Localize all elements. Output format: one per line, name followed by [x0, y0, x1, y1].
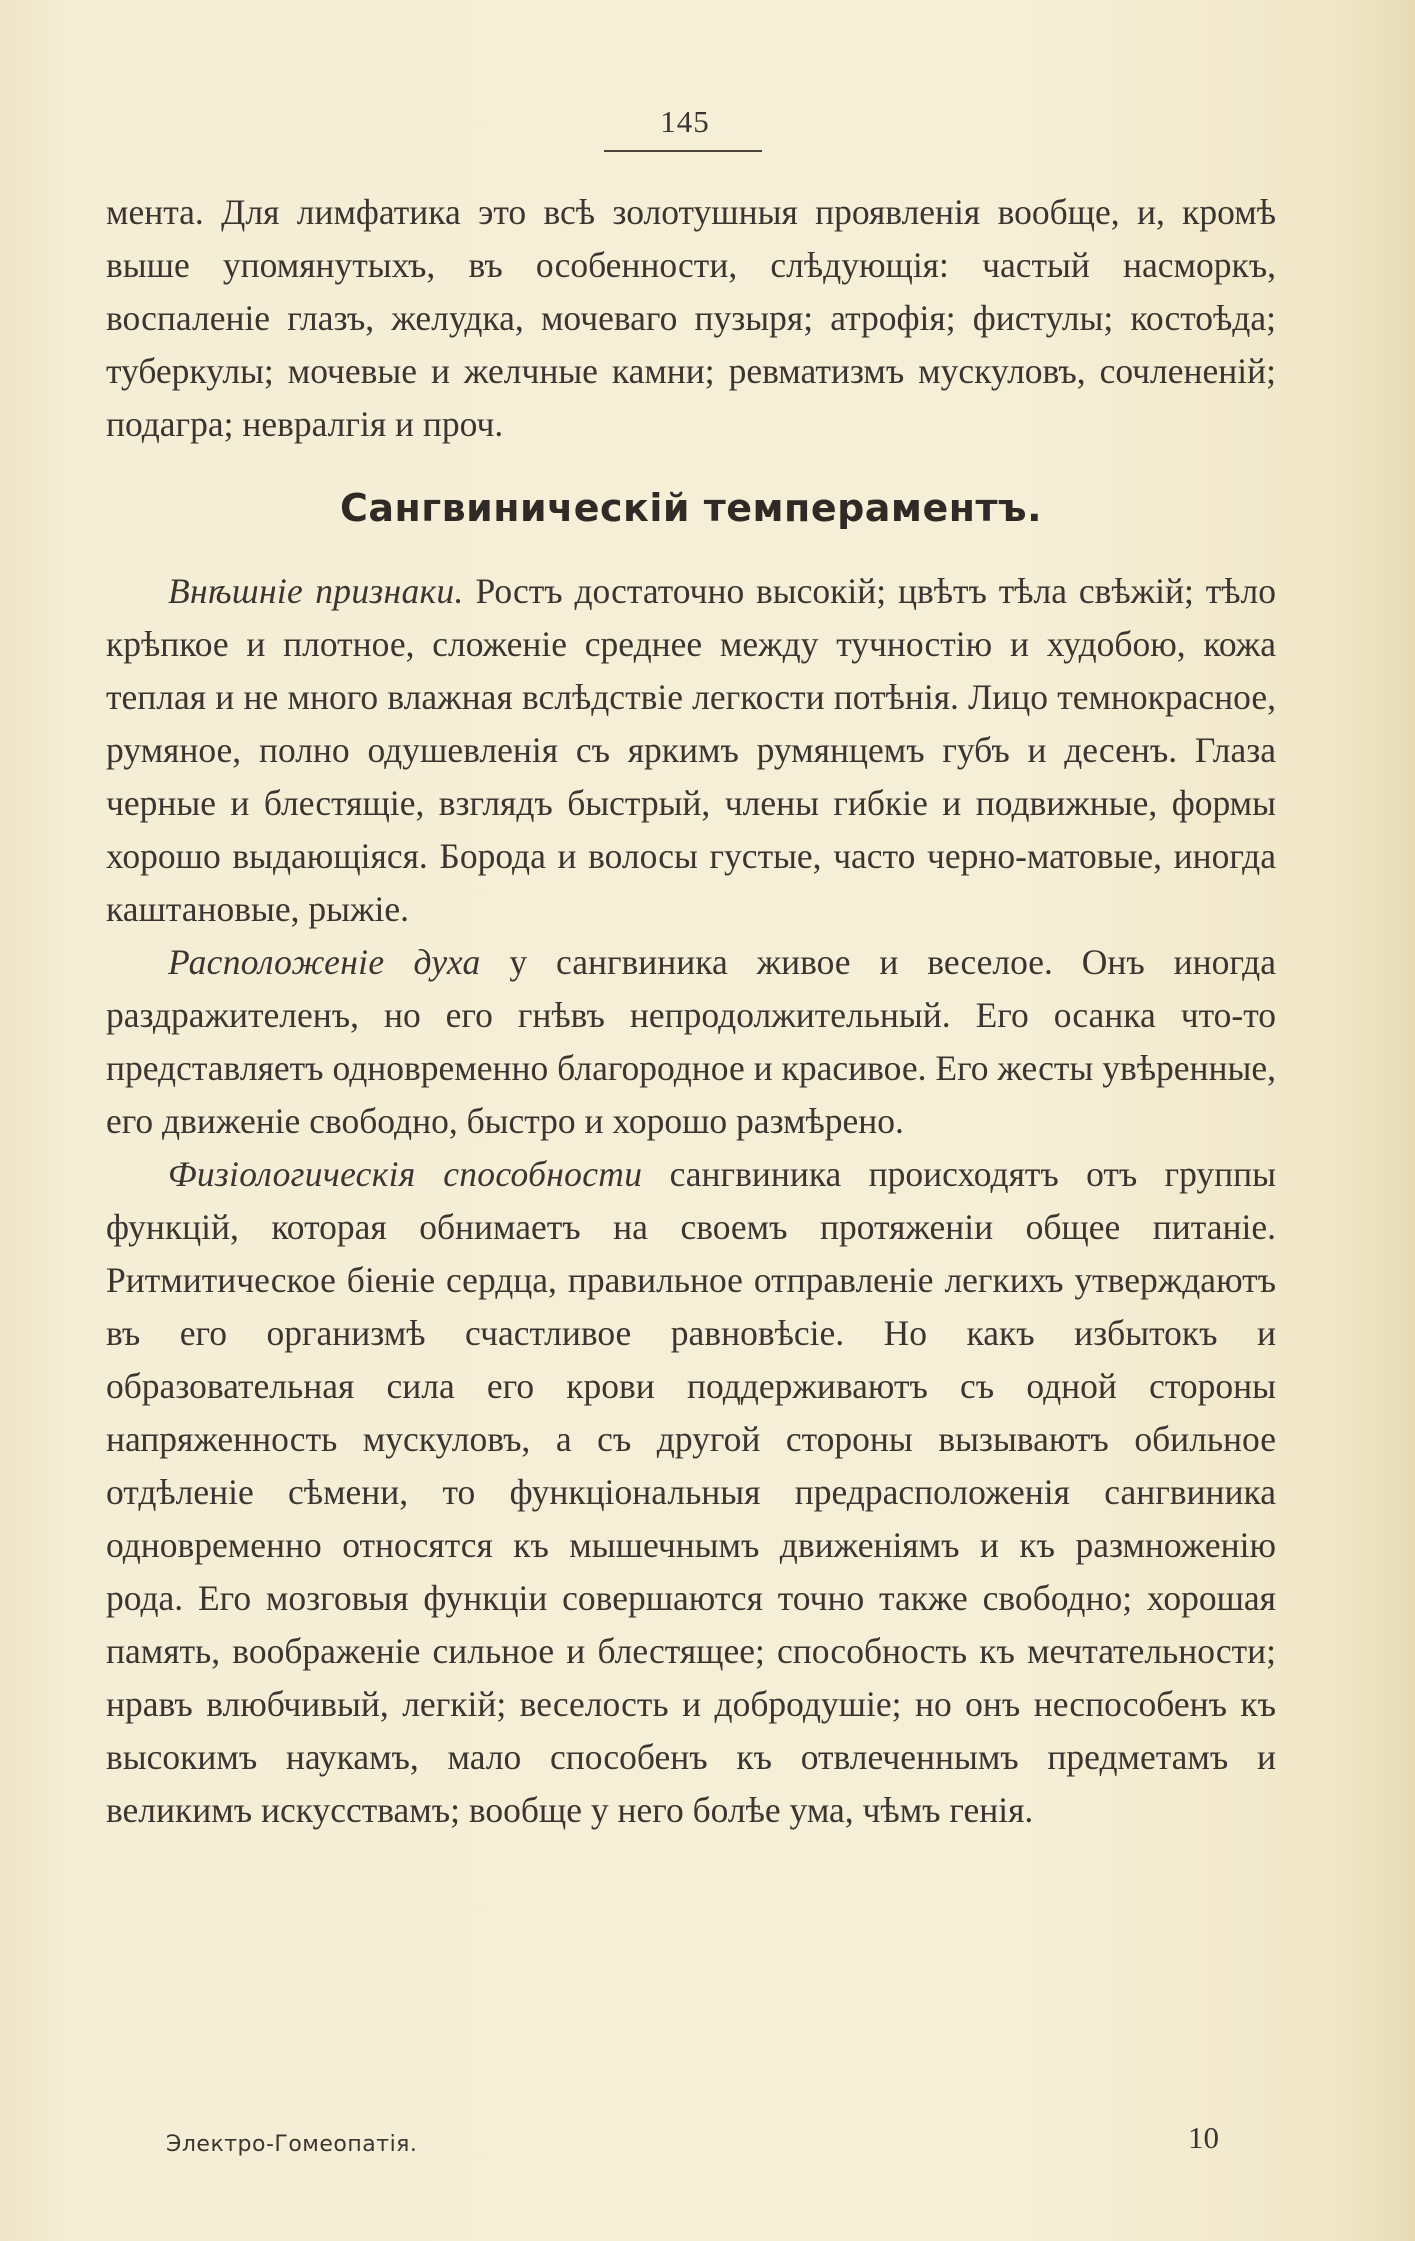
paragraph-external-signs [106, 565, 1276, 936]
paragraph-physiology [106, 1148, 1276, 1837]
footer-signature: Электро-Гомеопатія. [166, 2132, 418, 2157]
page-body [106, 186, 1276, 1837]
footer-sheet-number: 10 [1188, 2120, 1219, 2155]
paragraph-text: Ростъ достаточно высокій; цвѣтъ тѣла свѣжій; тѣло крѣпкое и плотное, сложеніе среднее между тучностію и худобою, кожа теплая и не много влажная вслѣдствіе легкости потѣнія. Лицо темнокрасное, румяное, полно одушевленія съ яркимъ румянцемъ губъ и десенъ. Глаза черные и блестящіе, взглядъ быстрый, члены гибкіе и подвижные, формы хорошо выдающіяся. Борода и волосы густые, часто черно-матовые, иногда каштановые, рыжіе. [106, 571, 1277, 929]
paragraph-text: сангвиника происходятъ отъ группы функцій, которая обнимаетъ на своемъ протяженіи общее питаніе. Ритмитическое біеніе сердца, правильное отправленіе легкихъ утверждаютъ въ его организмѣ счастливое равновѣсіе. Но какъ избытокъ и образовательная сила его крови поддерживаютъ съ одной стороны напряженность мускуловъ, а съ другой стороны вызываютъ обильное отдѣленіе сѣмени, то функціональныя предрасположенія сангвиника одновременно относятся къ мышечнымъ движеніямъ и къ размноженію рода. Его мозговыя функціи совершаются точно также свободно; хорошая память, воображеніе сильное и блестящее; способность къ мечтательности; нравъ влюбчивый, легкій; веселость и добродушіе; но онъ неспособенъ къ высокимъ наукамъ, мало способенъ къ отвлеченнымъ предметамъ и великимъ искусствамъ; вообще у него болѣе ума, чѣмъ генія. [106, 1154, 1276, 1830]
paragraph-lead: Расположеніе духа [168, 942, 481, 982]
page-number: 145 [660, 104, 710, 139]
paragraph-disposition [106, 936, 1276, 1148]
paragraph-text: у сангвиника живое и веселое. Онъ иногда раздражителенъ, но его гнѣвъ непродолжительный. Его осанка что-то представляетъ одновременно благородное и красивое. Его жесты увѣренные, его движеніе свободно, быстро и хорошо размѣрено. [106, 942, 1276, 1141]
intro-paragraph: мента. Для лимфатика это всѣ золотушныя проявленія вообще, и, кромѣ выше упомянутыхъ, въ особенности, слѣдующія: частый насморкъ, воспаленіе глазъ, желудка, мочеваго пузыря; атрофія; фистулы; костоѣда; туберкулы; мочевые и желчные камни; ревматизмъ мускуловъ, сочлененій; подагра; невралгія и проч. [106, 192, 1276, 444]
paragraph-lead: Внѣшніе признаки. [168, 571, 464, 611]
section-title: Сангвиническій темпераментъ. [339, 486, 1043, 530]
paragraph-lead: Физіологическія способности [168, 1154, 643, 1194]
header-rule [604, 150, 762, 152]
